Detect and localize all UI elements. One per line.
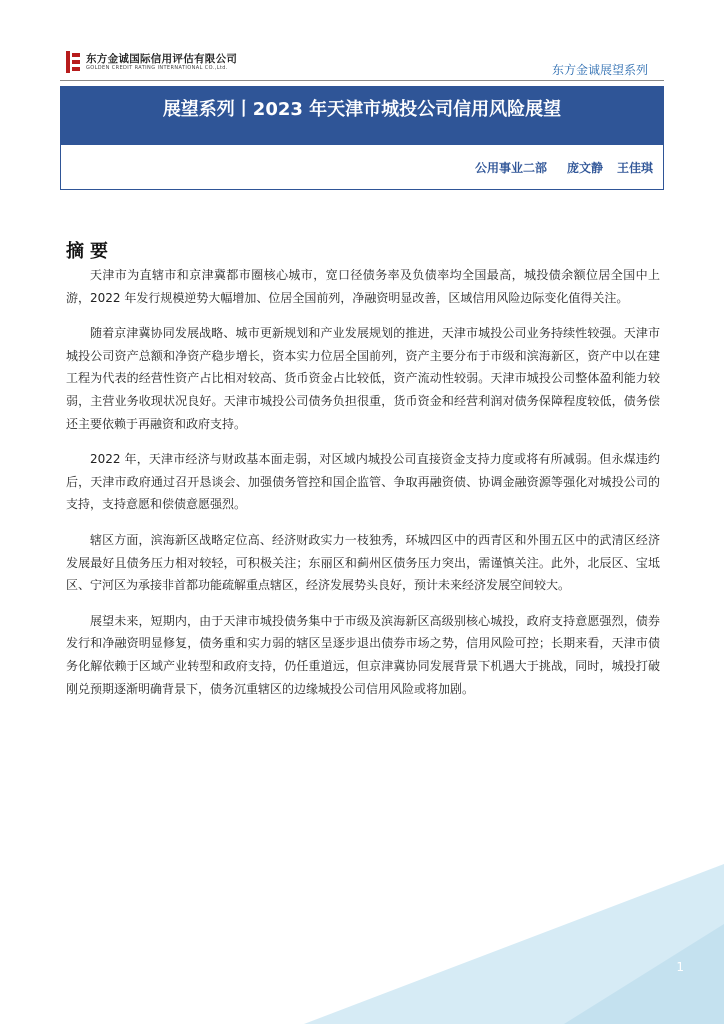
abstract-paragraph: 2022 年，天津市经济与财政基本面走弱，对区域内城投公司直接资金支持力度或将有所减弱。但永煤违约后，天津市政府通过召开恳谈会、加强债务管控和国企监管、争取再融资债、协调金融资源等强化对城投公司的支持，支持意愿和偿债意愿强烈。 xyxy=(66,452,660,512)
corner-decoration xyxy=(304,864,724,1024)
author-name: 王佳琪 xyxy=(616,161,653,175)
abstract-paragraph: 天津市为直辖市和京津冀都市圈核心城市，宽口径债务率及负债率均全国最高，城投债余额位居全国中上游，2022 年发行规模逆势大幅增加、位居全国前列，净融资明显改善，区域信用风险边际变化值得关注。 xyxy=(66,268,660,305)
abstract-paragraph: 展望未来，短期内，由于天津市城投债务集中于市级及滨海新区高级别核心城投，政府支持意愿强烈，债券发行和净融资明显修复，债务重和实力弱的辖区呈逐步退出债券市场之势，信用风险可控；长期来看，天津市债务化解依赖于区域产业转型和政府支持，仍任重道远，但京津冀协同发展背景下机遇大于挑战，同时，城投打破刚兑预期逐渐明确背景下，债务沉重辖区的边缘城投公司信用风险或将加剧。 xyxy=(66,613,660,696)
logo-company-name-en: GOLDEN CREDIT RATING INTERNATIONAL CO.,Ltd. xyxy=(86,64,228,71)
logo-mark-icon xyxy=(66,51,80,73)
author-name: 庞文静 xyxy=(566,161,603,175)
abstract-paragraph: 辖区方面，滨海新区战略定位高、经济财政实力一枝独秀，环城四区中的西青区和外围五区中的武清区经济发展最好且债务压力相对较轻，可积极关注；东丽区和蓟州区债务压力突出，需谨慎关注。此外，北辰区、宝坻区、宁河区为承接非首都功能疏解重点辖区，经济发展势头良好，预计未来经济发展空间较大。 xyxy=(66,532,660,593)
logo-company-name: 东方金诚国际信用评估有限公司 xyxy=(86,52,238,65)
abstract-paragraph: 随着京津冀协同发展战略、城市更新规划和产业发展规划的推进，天津市城投公司业务持续性较强。天津市城投公司资产总额和净资产稳步增长，资本实力位居全国前列，资产主要分布于市级和滨海新区，资产中以在建工程为代表的经营性资产占比相对较高、货币资金占比较低，资产流动性较弱。天津市城投公司整体盈利能力较弱，主营业务收现状况良好。天津市城投公司债务负担很重，货币资金和经营利润对债务保障程度较低，债务偿还主要依赖于再融资和政府支持。 xyxy=(66,326,660,431)
department-label: 公用事业二部 xyxy=(474,161,547,175)
header-divider xyxy=(60,80,664,81)
abstract-heading: 摘要 xyxy=(66,241,114,262)
company-logo xyxy=(66,50,237,74)
series-label: 东方金诚展望系列 xyxy=(551,63,648,77)
report-title: 展望系列丨2023 年天津市城投公司信用风险展望 xyxy=(162,99,562,120)
author-line xyxy=(475,159,653,176)
abstract-body xyxy=(66,264,660,713)
title-box xyxy=(60,86,664,190)
page-number: 1 xyxy=(676,960,684,974)
page-header xyxy=(0,0,724,82)
